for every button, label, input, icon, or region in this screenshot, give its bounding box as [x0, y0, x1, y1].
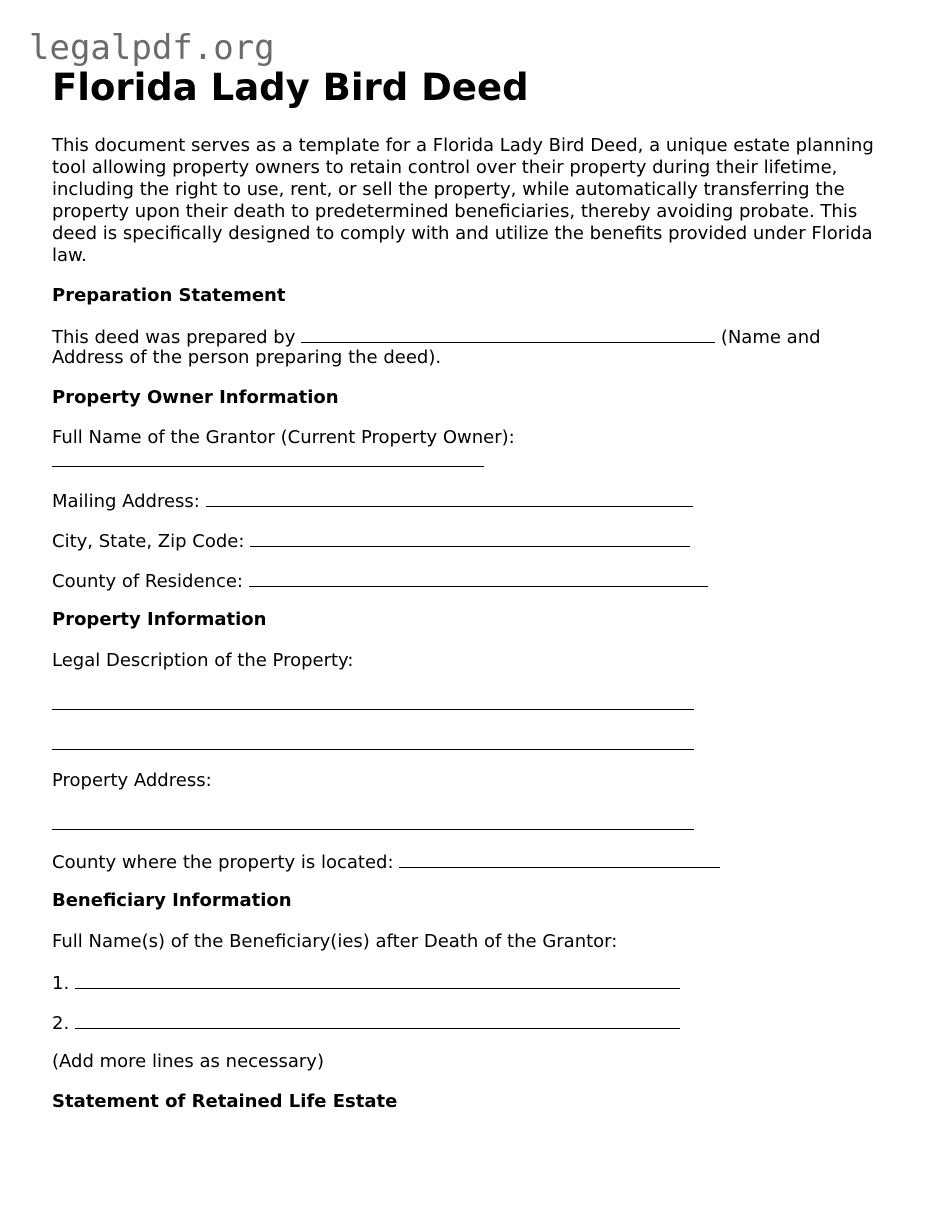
- city-state-zip-label: City, State, Zip Code:: [52, 531, 245, 552]
- property-county-label: County where the property is located:: [52, 852, 394, 873]
- county-residence-label: County of Residence:: [52, 571, 243, 592]
- beneficiary-item-2: [52, 1011, 680, 1035]
- mailing-address-blank[interactable]: [206, 489, 693, 507]
- life-estate-heading: Statement of Retained Life Estate: [52, 1091, 398, 1112]
- property-heading: Property Information: [52, 609, 267, 630]
- mailing-address-label: Mailing Address:: [52, 491, 200, 512]
- beneficiary-item-2-blank[interactable]: [75, 1011, 680, 1029]
- grantor-label: Full Name of the Grantor (Current Property Owner):: [52, 427, 515, 448]
- add-more-lines-note: (Add more lines as necessary): [52, 1051, 324, 1072]
- prepared-by-line2: Address of the person preparing the deed).: [52, 347, 442, 368]
- beneficiary-item-2-number: 2.: [52, 1013, 70, 1034]
- page-title: Florida Lady Bird Deed: [52, 66, 529, 109]
- property-address-blank[interactable]: [52, 829, 694, 830]
- watermark-logo: legalpdf.org: [29, 28, 275, 68]
- intro-paragraph: This document serves as a template for a Florida Lady Bird Deed, a unique estate planning tool allowing property owners to retain control over their property during their lifetime, including the right to use, rent, or sell the property, while automatically transferring the property upon their death to predetermined beneficiaries, thereby avoiding probate. This deed is specifically designed to comply with and utilize the benefits provided under Florida law.: [52, 135, 874, 266]
- city-state-zip-blank[interactable]: [250, 529, 690, 547]
- legal-description-blank-2[interactable]: [52, 749, 694, 750]
- prepared-by-line: [52, 325, 821, 349]
- mailing-address-line: [52, 489, 693, 513]
- county-residence-blank[interactable]: [249, 569, 708, 587]
- beneficiary-names-label: Full Name(s) of the Beneficiary(ies) after Death of the Grantor:: [52, 931, 618, 952]
- beneficiary-item-1-blank[interactable]: [75, 971, 680, 989]
- county-residence-line: [52, 569, 708, 593]
- prepared-by-blank[interactable]: [301, 325, 715, 343]
- legal-description-blank-1[interactable]: [52, 709, 694, 710]
- city-state-zip-line: [52, 529, 690, 553]
- property-address-label: Property Address:: [52, 770, 212, 791]
- grantor-name-blank[interactable]: [52, 466, 484, 467]
- property-county-line: [52, 850, 720, 874]
- beneficiary-item-1: [52, 971, 680, 995]
- prepared-by-suffix: (Name and: [720, 327, 821, 348]
- property-county-blank[interactable]: [399, 850, 720, 868]
- beneficiary-item-1-number: 1.: [52, 973, 70, 994]
- owner-heading: Property Owner Information: [52, 387, 339, 408]
- legal-description-label: Legal Description of the Property:: [52, 650, 354, 671]
- prepared-by-prefix: This deed was prepared by: [52, 327, 296, 348]
- preparation-heading: Preparation Statement: [52, 285, 286, 306]
- beneficiary-heading: Beneficiary Information: [52, 890, 292, 911]
